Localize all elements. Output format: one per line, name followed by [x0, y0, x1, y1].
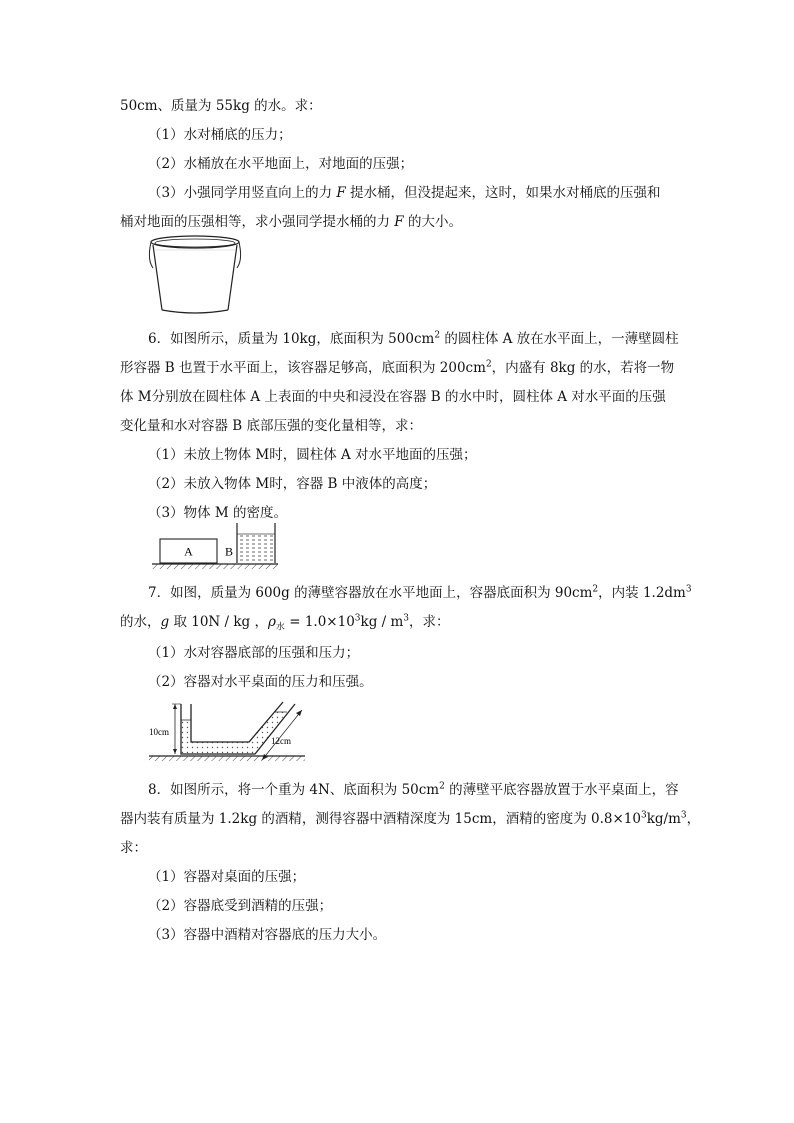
- p5-question-2: （2）水桶放在水平地面上，对地面的压强；: [148, 156, 414, 172]
- p6-line-4: 变化量和水对容器 B 底部压强的变化量相等，求：: [120, 418, 423, 434]
- dimension-10cm: 10cm: [149, 727, 169, 737]
- figure-6: [150, 522, 280, 572]
- dimension-12cm: 12cm: [271, 736, 291, 746]
- p6-line-3: 体 M分别放在圆柱体 A 上表面的中央和浸没在容器 B 的水中时，圆柱体 A 对水平面的压强: [120, 389, 666, 405]
- p7-line-1: 7．如图，质量为 600g 的薄壁容器放在水平地面上，容器底面积为 $90cm^2$，内装 $1.2dm^3$: [148, 584, 692, 601]
- p8-line-2: 器内装有质量为 1.2kg 的酒精，测得容器中酒精深度为 15cm，酒精的密度为 $0.8\times 10^3kg/m^3$，: [120, 810, 701, 827]
- container-b-water: [237, 534, 275, 563]
- p6-line-2: 形容器 B 也置于水平面上，该容器足够高，底面积为 $200cm^2$，内盛有 8kg 的水，若将一物: [120, 359, 675, 376]
- p7-question-2: （2）容器对水平桌面的压力和压强。: [148, 674, 373, 690]
- p8-line-1: 8．如图所示，将一个重为 4N、底面积为 $50cm^2$ 的薄壁平底容器放置于水平桌面上，容: [148, 781, 679, 798]
- figure-7: [145, 700, 310, 772]
- p5-question-3-cont: 桶对地面的压强相等，求小强同学提水桶的力 F 的大小。: [120, 214, 462, 230]
- p8-question-3: （3）容器中酒精对容器底的压力大小。: [148, 927, 387, 943]
- bucket-figure: [145, 230, 245, 318]
- p5-question-1: （1）水对桶底的压力；: [148, 127, 292, 143]
- p5-line-1: 50cm、质量为 55kg 的水。求：: [120, 98, 322, 114]
- p8-question-1: （1）容器对桌面的压强；: [148, 869, 306, 885]
- label-a: A: [184, 544, 193, 559]
- p5-question-3: （3）小强同学用竖直向上的力 F 提水桶，但没提起来，这时，如果水对桶底的压强和: [148, 185, 661, 201]
- p6-question-1: （1）未放上物体 M时，圆柱体 A 对水平地面的压强；: [148, 447, 477, 463]
- label-b: B: [224, 544, 234, 559]
- p8-line-3: 求：: [120, 840, 147, 856]
- p6-line-1: 6．如图所示，质量为 10kg，底面积为 $500cm^2$ 的圆柱体 A 放在水平面上，一薄壁圆柱: [148, 330, 679, 347]
- p6-question-2: （2）未放入物体 M时，容器 B 中液体的高度；: [148, 476, 437, 492]
- p7-line-2: 的水，g 取 10N / kg ，$\rho_水 = 1.0\times 10^3kg / m^3$，求：: [120, 613, 450, 633]
- p8-question-2: （2）容器底受到酒精的压强；: [148, 898, 333, 914]
- p7-question-1: （1）水对容器底部的压强和压力；: [148, 645, 360, 661]
- p6-question-3: （3）物体 M 的密度。: [148, 505, 287, 521]
